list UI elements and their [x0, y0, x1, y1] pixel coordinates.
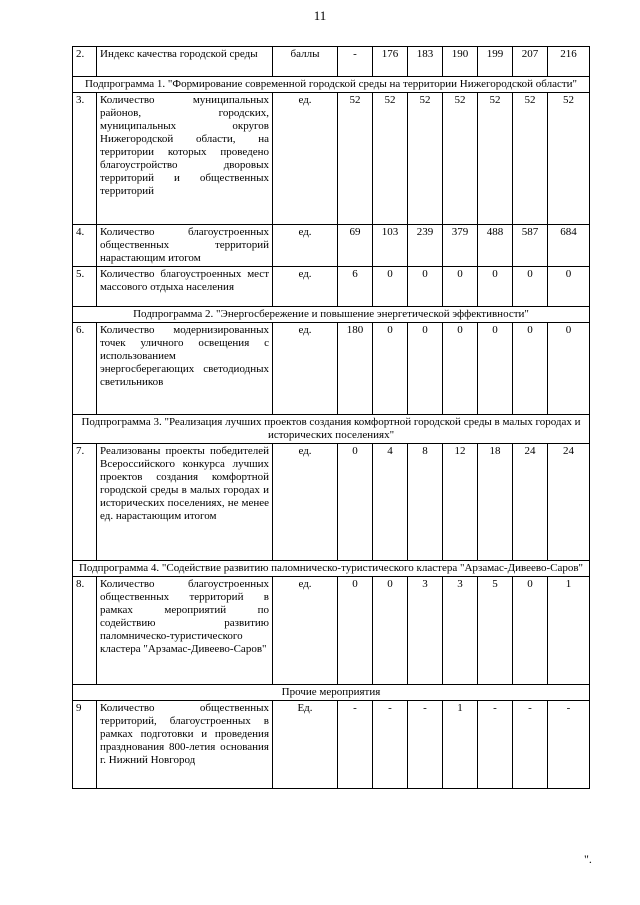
indicator-row	[73, 701, 590, 789]
unit-cell: Ед.	[273, 701, 338, 789]
value-cell: 0	[338, 577, 373, 685]
section-header-row	[73, 77, 590, 93]
indicator-name: Количество благоустроенных мест массового отдыха населения	[97, 267, 273, 307]
value-cell: 0	[513, 577, 548, 685]
value-cell: 1	[443, 701, 478, 789]
value-cell: 24	[548, 444, 590, 561]
unit-cell: ед.	[273, 577, 338, 685]
unit-cell: ед.	[273, 225, 338, 267]
value-cell: 52	[338, 93, 373, 225]
section-title: Прочие мероприятия	[73, 685, 590, 701]
indicator-row	[73, 225, 590, 267]
value-cell: 0	[443, 267, 478, 307]
value-cell: 3	[408, 577, 443, 685]
row-number: 3.	[73, 93, 97, 225]
indicator-name: Количество муниципальных районов, городских, муниципальных округов Нижегородской области, на территории которых проведено благоустройство дворовых территорий и общественных территорий	[97, 93, 273, 225]
value-cell: 216	[548, 47, 590, 77]
value-cell: 18	[478, 444, 513, 561]
row-number: 6.	[73, 323, 97, 415]
table-body	[73, 47, 590, 789]
value-cell: 239	[408, 225, 443, 267]
section-header-row	[73, 307, 590, 323]
unit-cell: ед.	[273, 323, 338, 415]
value-cell: 0	[513, 323, 548, 415]
value-cell: 183	[408, 47, 443, 77]
row-number: 5.	[73, 267, 97, 307]
value-cell: 8	[408, 444, 443, 561]
indicator-name: Количество благоустроенных общественных территорий нарастающим итогом	[97, 225, 273, 267]
value-cell: 0	[443, 323, 478, 415]
row-number: 9	[73, 701, 97, 789]
value-cell: -	[373, 701, 408, 789]
section-title: Подпрограмма 1. "Формирование современной городской среды на территории Нижегородской области"	[73, 77, 590, 93]
section-header-row	[73, 685, 590, 701]
closing-mark: ".	[584, 852, 592, 866]
value-cell: 0	[338, 444, 373, 561]
indicator-row	[73, 267, 590, 307]
unit-cell: ед.	[273, 444, 338, 561]
section-header-row	[73, 415, 590, 444]
value-cell: 488	[478, 225, 513, 267]
indicators-table	[72, 46, 590, 789]
indicator-name: Реализованы проекты победителей Всероссийского конкурса лучших проектов создания комфортной городской среды в малых городах и исторических поселениях, не менее ед. нарастающим итогом	[97, 444, 273, 561]
value-cell: 6	[338, 267, 373, 307]
value-cell: 24	[513, 444, 548, 561]
value-cell: 0	[373, 323, 408, 415]
value-cell: 3	[443, 577, 478, 685]
unit-cell: ед.	[273, 93, 338, 225]
value-cell: 180	[338, 323, 373, 415]
value-cell: 52	[443, 93, 478, 225]
value-cell: 52	[408, 93, 443, 225]
value-cell: 5	[478, 577, 513, 685]
value-cell: 12	[443, 444, 478, 561]
row-number: 4.	[73, 225, 97, 267]
section-title: Подпрограмма 3. "Реализация лучших проектов создания комфортной городской среды в малых городах и исторических поселениях"	[73, 415, 590, 444]
indicator-name: Количество модернизированных точек уличного освещения с использованием энергосберегающих светодиодных светильников	[97, 323, 273, 415]
indicator-row	[73, 577, 590, 685]
value-cell: 103	[373, 225, 408, 267]
value-cell: 379	[443, 225, 478, 267]
value-cell: 0	[548, 267, 590, 307]
value-cell: -	[478, 701, 513, 789]
value-cell: 1	[548, 577, 590, 685]
value-cell: 52	[548, 93, 590, 225]
row-number: 7.	[73, 444, 97, 561]
indicator-name: Количество благоустроенных общественных территорий в рамках мероприятий по содействию развитию паломническо-туристического кластера "Арзамас-Дивеево-Саров"	[97, 577, 273, 685]
value-cell: 0	[373, 267, 408, 307]
value-cell: 0	[478, 267, 513, 307]
value-cell: 587	[513, 225, 548, 267]
value-cell: 69	[338, 225, 373, 267]
value-cell: 52	[478, 93, 513, 225]
indicator-row	[73, 93, 590, 225]
row-number: 8.	[73, 577, 97, 685]
value-cell: -	[338, 47, 373, 77]
value-cell: 684	[548, 225, 590, 267]
indicator-row	[73, 444, 590, 561]
value-cell: 176	[373, 47, 408, 77]
section-title: Подпрограмма 2. "Энергосбережение и повышение энергетической эффективности"	[73, 307, 590, 323]
value-cell: 0	[408, 323, 443, 415]
value-cell: 0	[373, 577, 408, 685]
value-cell: 0	[408, 267, 443, 307]
value-cell: 52	[373, 93, 408, 225]
value-cell: 52	[513, 93, 548, 225]
unit-cell: баллы	[273, 47, 338, 77]
value-cell: -	[338, 701, 373, 789]
section-title: Подпрограмма 4. "Содействие развитию паломническо-туристического кластера "Арзамас-Дивеево-Саров"	[73, 561, 590, 577]
value-cell: 0	[513, 267, 548, 307]
section-header-row	[73, 561, 590, 577]
value-cell: 190	[443, 47, 478, 77]
value-cell: 207	[513, 47, 548, 77]
page-number: 11	[313, 8, 327, 23]
row-number: 2.	[73, 47, 97, 77]
value-cell: -	[408, 701, 443, 789]
indicator-name: Количество общественных территорий, благоустроенных в рамках подготовки и проведения празднования 800-летия основания г. Нижний Новгород	[97, 701, 273, 789]
value-cell: 0	[548, 323, 590, 415]
value-cell: -	[513, 701, 548, 789]
value-cell: 199	[478, 47, 513, 77]
unit-cell: ед.	[273, 267, 338, 307]
indicator-row	[73, 323, 590, 415]
value-cell: 0	[478, 323, 513, 415]
value-cell: 4	[373, 444, 408, 561]
value-cell: -	[548, 701, 590, 789]
indicator-row	[73, 47, 590, 77]
indicator-name: Индекс качества городской среды	[97, 47, 273, 77]
